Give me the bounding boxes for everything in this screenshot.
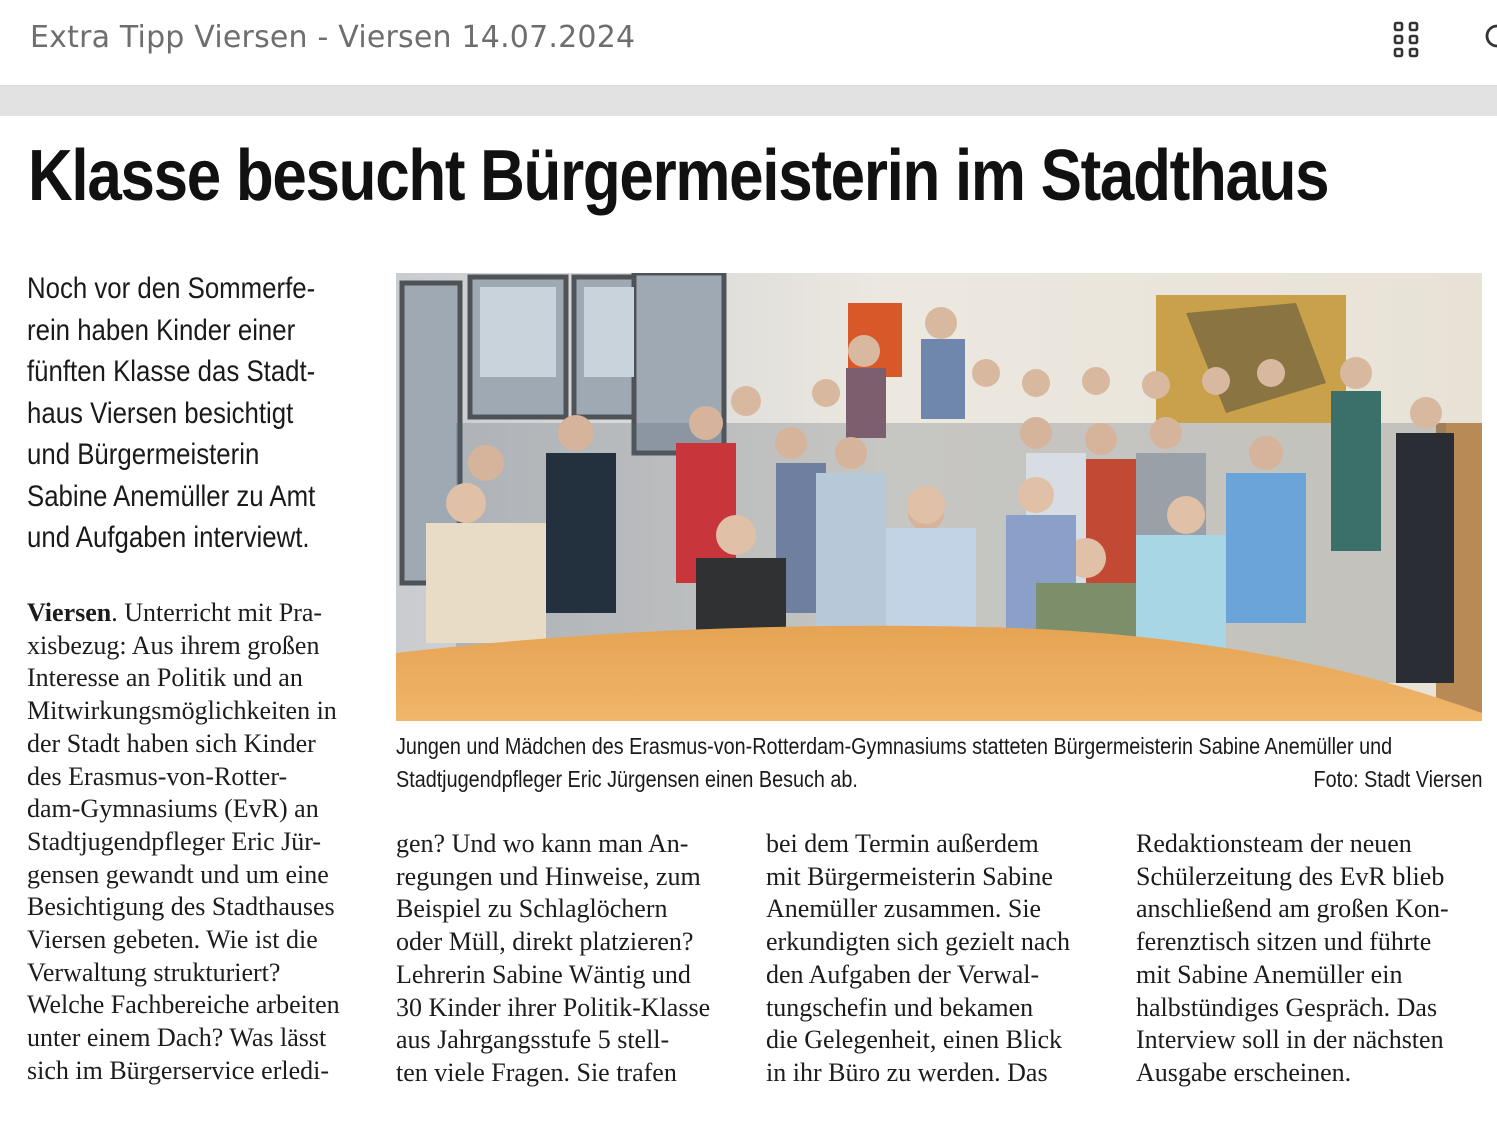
column-line: des Erasmus-von-Rotter-: [27, 761, 288, 791]
column-line: regungen und Hinweise, zum: [396, 861, 701, 891]
app-header: [0, 0, 1497, 86]
column-line: in ihr Büro zu werden. Das: [766, 1057, 1048, 1087]
column-line: Viersen gebeten. Wie ist die: [27, 925, 318, 955]
column-line: Beispiel zu Schlaglöchern: [396, 894, 668, 924]
column-line: Ausgabe erscheinen.: [1136, 1057, 1352, 1087]
column-line: gen? Und wo kann man An-: [396, 829, 689, 858]
column-line: xisbezug: Aus ihrem großen: [27, 630, 320, 660]
column-line: Besichtigung des Stadthauses: [27, 892, 335, 922]
lead-line: fünften Klasse das Stadt-: [27, 355, 316, 388]
column-line: oder Müll, direkt platzieren?: [396, 927, 694, 957]
caption-line: Jungen und Mädchen des Erasmus-von-Rotterdam-Gymnasiums statteten Bürgermeisterin Sabine Anemüller und: [396, 733, 1393, 759]
article-column-2: [396, 828, 741, 1090]
dateline: Viersen: [27, 598, 112, 627]
column-line: Anemüller zusammen. Sie: [766, 894, 1042, 924]
search-icon[interactable]: [1480, 22, 1497, 58]
column-line: gensen gewandt und um eine: [27, 859, 329, 889]
column-line: bei dem Termin außerdem: [766, 829, 1039, 858]
column-line: 30 Kinder ihrer Politik-Klasse: [396, 992, 711, 1022]
article-column-4: [1136, 828, 1481, 1090]
column-line: mit Sabine Anemüller ein: [1136, 959, 1403, 989]
article-photo: [396, 273, 1482, 721]
column-line: anschließend am großen Kon-: [1136, 894, 1449, 924]
lead-line: haus Viersen besichtigt: [27, 396, 294, 430]
column-line: ferenztisch sitzen und führte: [1136, 927, 1432, 957]
lead-line: und Bürgermeisterin: [27, 438, 260, 471]
article-column-1: [27, 597, 372, 1088]
newspaper-page: [0, 116, 1497, 1147]
column-line: Welche Fachbereiche arbeiten: [27, 990, 340, 1020]
column-line: unter einem Dach? Was lässt: [27, 1023, 327, 1053]
column-line: halbstündiges Gespräch. Das: [1136, 992, 1438, 1022]
column-line: der Stadt haben sich Kinder: [27, 728, 316, 758]
column-line: Stadtjugendpfleger Eric Jür-: [27, 826, 322, 856]
grid-icon[interactable]: [1392, 21, 1424, 59]
column-line: dam-Gymnasiums (EvR) an: [27, 794, 319, 824]
article-column-3: [766, 828, 1111, 1090]
column-line: Verwaltung strukturiert?: [27, 957, 281, 987]
header-divider-band: [0, 86, 1497, 116]
column-line: aus Jahrgangsstufe 5 stell-: [396, 1025, 670, 1055]
column-line: die Gelegenheit, einen Blick: [766, 1025, 1063, 1055]
photo-caption: [396, 730, 1482, 796]
edition-title: Extra Tipp Viersen - Viersen 14.07.2024: [30, 20, 636, 55]
column-line: erkundigten sich gezielt nach: [766, 927, 1070, 957]
photo-credit: Foto: Stadt Viersen: [1313, 766, 1482, 792]
column-line: sich im Bürgerservice erledi-: [27, 1055, 330, 1085]
column-line: Schülerzeitung des EvR blieb: [1136, 861, 1445, 891]
lead-line: rein haben Kinder einer: [27, 313, 296, 347]
lead-line: Sabine Anemüller zu Amt: [27, 479, 316, 513]
column-line: Interview soll in der nächsten: [1136, 1025, 1444, 1055]
article-lead: [27, 268, 367, 559]
column-line: mit Bürgermeisterin Sabine: [766, 861, 1053, 891]
column-line: ten viele Fragen. Sie trafen: [396, 1057, 677, 1087]
column-line: den Aufgaben der Verwal-: [766, 959, 1040, 989]
lead-line: Noch vor den Sommerfe-: [27, 272, 316, 305]
column-line: [27, 597, 372, 630]
caption-line: Stadtjugendpfleger Eric Jürgensen einen Besuch ab.: [396, 766, 858, 792]
lead-line: und Aufgaben interviewt.: [27, 521, 310, 554]
article-headline: Klasse besucht Bürgermeisterin im Stadthaus: [28, 136, 1329, 216]
column-line: Redaktionsteam der neuen: [1136, 829, 1412, 858]
column-line: Lehrerin Sabine Wäntig und: [396, 959, 691, 989]
column-line: Mitwirkungsmöglichkeiten in: [27, 696, 337, 726]
column-line: tungschefin und bekamen: [766, 992, 1034, 1022]
column-line-text: . Unterricht mit Pra-: [111, 598, 323, 627]
column-line: Interesse an Politik und an: [27, 663, 303, 693]
